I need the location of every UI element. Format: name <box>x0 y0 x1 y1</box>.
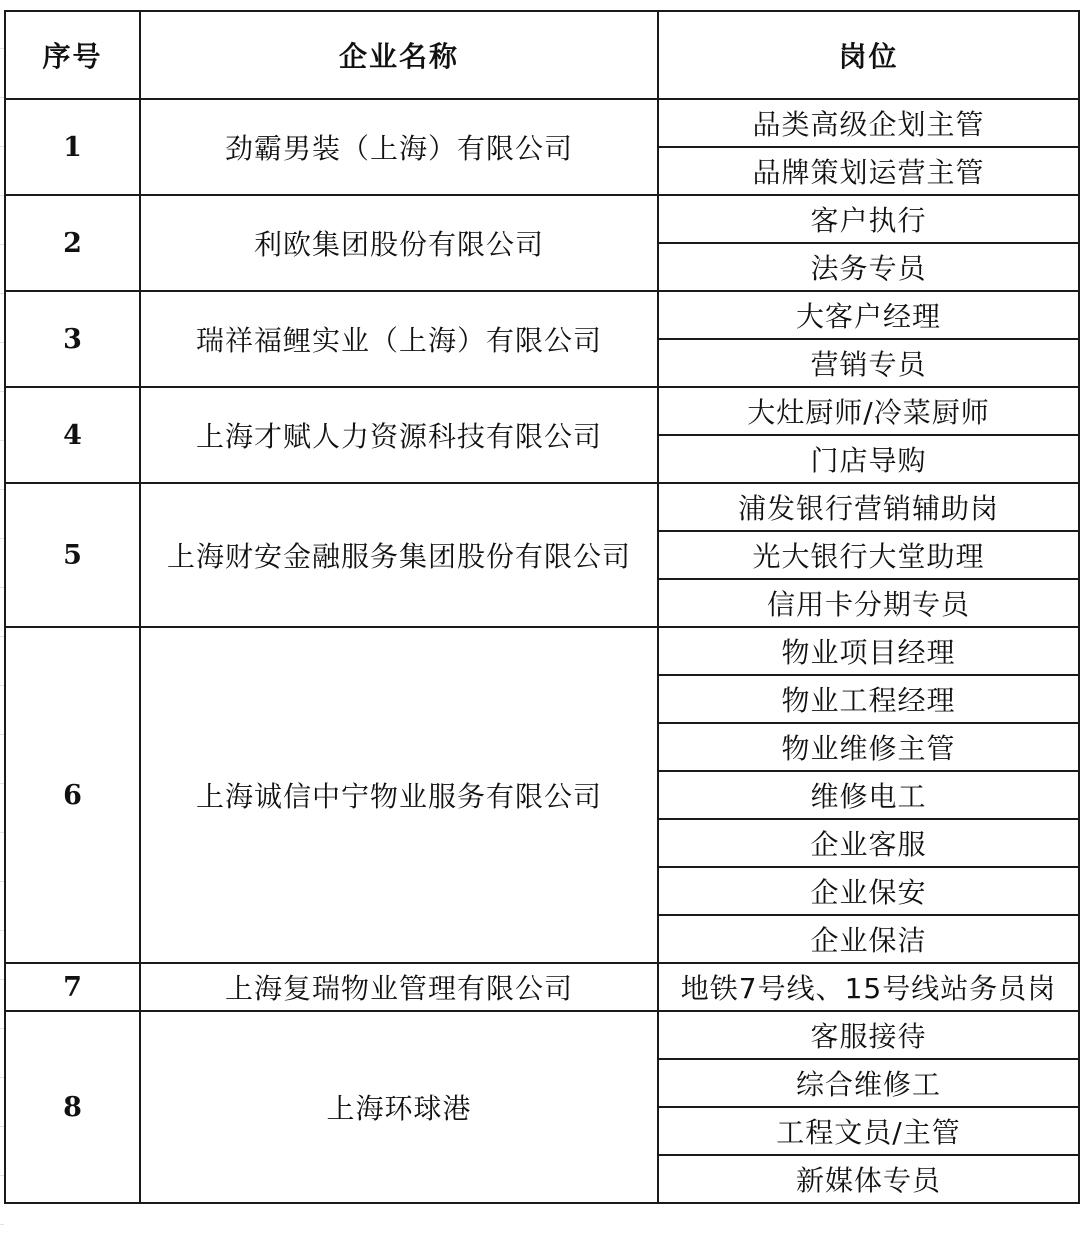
header-position: 岗位 <box>658 11 1079 99</box>
row-index: 4 <box>5 387 140 483</box>
company-name: 上海复瑞物业管理有限公司 <box>140 963 658 1011</box>
table-row <box>5 291 1079 339</box>
table-row <box>5 195 1079 243</box>
row-index: 8 <box>5 1011 140 1203</box>
position-title: 工程文员/主管 <box>658 1107 1079 1155</box>
position-title: 大灶厨师/冷菜厨师 <box>658 387 1079 435</box>
row-index: 6 <box>5 627 140 963</box>
table-row <box>5 387 1079 435</box>
position-title: 企业保安 <box>658 867 1079 915</box>
row-index: 1 <box>5 99 140 195</box>
table-row <box>5 1011 1079 1059</box>
position-title: 物业工程经理 <box>658 675 1079 723</box>
position-title: 营销专员 <box>658 339 1079 387</box>
position-title: 企业客服 <box>658 819 1079 867</box>
position-title: 物业项目经理 <box>658 627 1079 675</box>
company-name: 上海环球港 <box>140 1011 658 1203</box>
position-title: 法务专员 <box>658 243 1079 291</box>
row-index: 7 <box>5 963 140 1011</box>
position-title: 客户执行 <box>658 195 1079 243</box>
header-company: 企业名称 <box>140 11 658 99</box>
position-title: 门店导购 <box>658 435 1079 483</box>
row-index: 5 <box>5 483 140 627</box>
table-body <box>5 99 1079 1203</box>
position-title: 物业维修主管 <box>658 723 1079 771</box>
company-name: 劲霸男装（上海）有限公司 <box>140 99 658 195</box>
position-title: 企业保洁 <box>658 915 1079 963</box>
job-listing-table <box>4 10 1080 1204</box>
company-name: 利欧集团股份有限公司 <box>140 195 658 291</box>
position-title: 大客户经理 <box>658 291 1079 339</box>
position-title: 品类高级企划主管 <box>658 99 1079 147</box>
position-title: 维修电工 <box>658 771 1079 819</box>
company-name: 瑞祥福鲤实业（上海）有限公司 <box>140 291 658 387</box>
position-title: 地铁7号线、15号线站务员岗 <box>658 963 1079 1011</box>
position-title: 客服接待 <box>658 1011 1079 1059</box>
position-title: 新媒体专员 <box>658 1155 1079 1203</box>
header-row <box>5 11 1079 99</box>
table-row <box>5 483 1079 531</box>
company-name: 上海才赋人力资源科技有限公司 <box>140 387 658 483</box>
table-row <box>5 627 1079 675</box>
table-row <box>5 963 1079 1011</box>
position-title: 光大银行大堂助理 <box>658 531 1079 579</box>
position-title: 信用卡分期专员 <box>658 579 1079 627</box>
position-title: 综合维修工 <box>658 1059 1079 1107</box>
row-index: 2 <box>5 195 140 291</box>
table-row <box>5 99 1079 147</box>
position-title: 品牌策划运营主管 <box>658 147 1079 195</box>
company-name: 上海诚信中宁物业服务有限公司 <box>140 627 658 963</box>
header-index: 序号 <box>5 11 140 99</box>
position-title: 浦发银行营销辅助岗 <box>658 483 1079 531</box>
row-index: 3 <box>5 291 140 387</box>
company-name: 上海财安金融服务集团股份有限公司 <box>140 483 658 627</box>
